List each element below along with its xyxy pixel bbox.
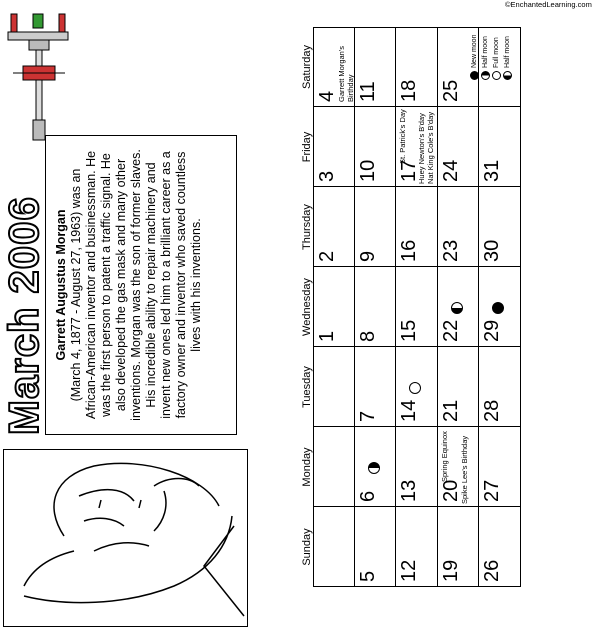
day-cell-20: [438, 427, 480, 507]
day-note: Garrett Morgan's Birthday: [337, 45, 355, 102]
first-moon-icon: [368, 462, 380, 474]
day-cell-8: [355, 267, 397, 347]
day-cell-10: [355, 107, 397, 187]
day-number: 28: [481, 399, 503, 422]
legend-label: Full moon: [493, 37, 500, 68]
day-cell-1: [313, 267, 355, 347]
day-number: 11: [356, 81, 379, 102]
new-moon-icon: [492, 302, 504, 314]
day-cell-3: [313, 107, 355, 187]
day-number: 21: [439, 399, 462, 422]
day-number: 26: [481, 559, 503, 582]
day-note: St. Patrick's Day: [398, 109, 407, 164]
day-cell-23: [438, 187, 480, 267]
day-number: 5: [356, 570, 379, 582]
day-number: 23: [439, 239, 462, 262]
legend-label: Half moon: [482, 36, 489, 68]
traffic-signal-icon: [3, 5, 73, 140]
bio-dates: (March 4, 1877 - August 27, 1963): [69, 211, 83, 402]
day-cell-7: [355, 347, 397, 427]
day-number: 4: [316, 90, 338, 102]
day-number: 12: [398, 559, 420, 582]
day-cell-17: [396, 107, 438, 187]
day-note: Spring Equinox: [439, 431, 449, 482]
day-cell-30: [479, 187, 521, 267]
day-cell-13: [396, 427, 438, 507]
legend-item: [492, 35, 503, 80]
weekday-friday: Friday: [301, 131, 313, 163]
portrait-drawing: [3, 449, 248, 627]
day-cell-4: [313, 27, 355, 107]
full-moon-icon: [492, 71, 501, 80]
day-cell-15: [396, 267, 438, 347]
day-cell-22: [438, 267, 480, 347]
day-number: 29: [481, 319, 503, 342]
weekday-thursday: Thursday: [301, 204, 313, 250]
weekday-tuesday: Tuesday: [301, 366, 313, 408]
full-moon-icon: [409, 382, 421, 394]
day-cell-12: [396, 507, 438, 587]
calendar-grid: [263, 25, 520, 635]
empty-cell: [313, 507, 355, 587]
day-number: 14: [398, 399, 420, 422]
day-number: 1: [316, 330, 338, 342]
bio-text: was an African-American inventor and businessman. He was the first person to patent a traffic signal. He also developed the gas mask and many other inventions. Morgan was the son of former slaves. His incredible ability to repair machinery and invent new ones led him to a brilliant career as a factory owner and inventor who saved countless lives with his inventions.: [69, 149, 203, 421]
day-cell-21: [438, 347, 480, 427]
weekday-wednesday: Wednesday: [301, 278, 313, 336]
day-number: 18: [398, 79, 420, 102]
day-cell-9: [355, 187, 397, 267]
day-cell-28: [479, 347, 521, 427]
first-moon-icon: [481, 71, 490, 80]
day-number: 20: [439, 479, 462, 502]
day-number: 2: [316, 250, 338, 262]
garrett-morgan-portrait: [4, 450, 247, 626]
weekday-sunday: Sunday: [301, 528, 313, 566]
day-cell-16: [396, 187, 438, 267]
weekday-saturday: Saturday: [301, 44, 313, 90]
day-cell-14: [396, 347, 438, 427]
bio-box: [45, 135, 237, 435]
day-number: 17: [398, 159, 420, 182]
day-note: Spike Lee's Birthday: [459, 435, 469, 504]
weekday-monday: Monday: [301, 447, 313, 487]
day-number: 22: [439, 319, 462, 342]
day-number: 6: [356, 490, 379, 502]
day-number: 24: [439, 159, 462, 182]
day-cell-5: [355, 507, 397, 587]
day-cell-11: [355, 27, 397, 107]
day-note: Huey Newton's B'day: [417, 113, 426, 184]
day-number: 15: [398, 319, 420, 342]
day-number: 10: [356, 159, 379, 182]
day-cell-18: [396, 27, 438, 107]
new-moon-icon: [470, 71, 479, 80]
day-number: 30: [481, 239, 503, 262]
day-number: 3: [316, 170, 338, 182]
empty-cell: [313, 427, 355, 507]
day-cell-6: [355, 427, 397, 507]
bio-name: Garrett Augustus Morgan: [54, 209, 68, 361]
day-cell-27: [479, 427, 521, 507]
day-number: 16: [398, 239, 420, 262]
day-number: 19: [439, 559, 462, 582]
legend-item: [481, 35, 492, 80]
day-number: 8: [356, 330, 379, 342]
third-moon-icon: [503, 71, 512, 80]
calendar-title: March 2006: [0, 196, 47, 435]
day-cell-19: [438, 507, 480, 587]
empty-cell: [313, 347, 355, 427]
legend-item: [470, 35, 481, 80]
day-note: Nat King Cole's B'day: [426, 111, 435, 184]
day-number: 9: [356, 250, 379, 262]
day-number: 31: [481, 159, 503, 182]
copyright: ©EnchantedLearning.com: [505, 0, 592, 9]
day-cell-2: [313, 187, 355, 267]
day-number: 25: [439, 79, 462, 102]
third-moon-icon: [451, 302, 463, 314]
legend-item: [503, 35, 514, 80]
day-number: 13: [398, 479, 420, 502]
day-cell-31: [479, 107, 521, 187]
day-cell-29: [479, 267, 521, 347]
day-number: 27: [481, 479, 503, 502]
legend-label: Half moon: [504, 36, 511, 68]
traffic-signal-drawing: [3, 5, 73, 140]
legend-label: New moon: [471, 34, 478, 68]
day-cell-26: [479, 507, 521, 587]
day-cell-24: [438, 107, 480, 187]
day-number: 7: [356, 410, 379, 422]
moon-legend: [470, 35, 514, 80]
